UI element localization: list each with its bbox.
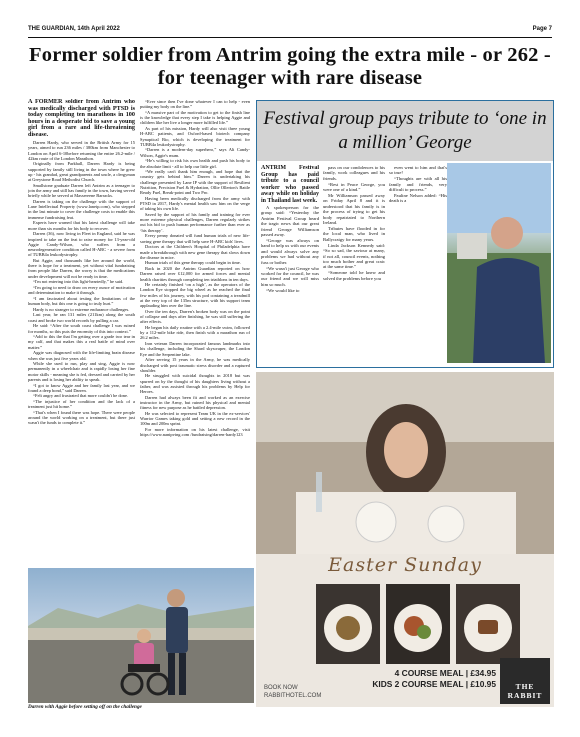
paragraph: “That's when I found there was hope. There were people around the world working on a treatment, but there just wasn't the funds to complete it.” [28, 409, 135, 426]
paragraph: pass on our condolences to his family, work colleagues and his friends. [323, 165, 385, 181]
paragraph: A spokesperson for the group said: “Yesterday the Antrim Festival Group heard the tragic news that our great friend George Williamson passed away. [261, 205, 319, 238]
tribute-headline: Festival group pays tribute to ‘one in a million’ George [257, 101, 553, 161]
article-column-2 [140, 99, 250, 554]
article-column-1 [28, 99, 135, 567]
paragraph: Back in 2020 the Antrim Guardian reported on how Darren raised over £12,000 for armed forces and mental health charities through completing ten triathlons in ten days. [140, 266, 250, 282]
george-portrait [447, 163, 551, 363]
paragraph: Saved by the support of his family and training for ever more extreme physical challenges, Darren regularly strikes out his bid to push human performance further than ever as ‘his therapy’. [140, 211, 250, 233]
paragraph: “We really can't thank him enough, and hope that the country gets behind him.” Darren is undertaking his challenge presented by Lane IP with the support of Resilient Nutrition, Precision Fuel & Hydration, Ollie Ollerton's Battle Ready Fuel, Break-point and Two Pro. [140, 169, 250, 196]
paragraph: Tributes have flooded in for the local man, who lived in Ballycraigy for many years. [323, 225, 385, 242]
paragraph: “I'm going to need to draw on every ounce of motivation and determination to make it through. [28, 284, 135, 296]
paragraph: “A massive part of the motivation to get to the finish line is the knowledge that every step I take is helping Aggie and children like her live a longer more fulfilled life.” [140, 109, 250, 126]
paragraph: Over the ten days, Darren's broken body was on the point of collapse and days after finishing, he was still suffering the after effects. [140, 308, 250, 325]
paragraph: “Ever since then I've done whatever I can to help - even putting my body on the line.” [140, 99, 250, 110]
paragraph: Darren Hardy, who served in the British Army for 15 years, aimed to run 236 miles / 380km from Manchester to London on April 6-10before returning the entire 26.2-mile / 42km route of the London Marathon. [28, 140, 135, 161]
easter-sunday-title: Easter Sunday [328, 554, 482, 576]
darren-and-aggie-photo [28, 568, 254, 703]
paragraph: “I'm not entering into this light-heartedly,” he said. [33, 279, 124, 285]
george-photo [447, 163, 551, 363]
paragraph: As part of his mission, Hardy will also visit three young H-ABC patients, and Oxford-based biotech company Synaptical Bio, which is developing the treatment for TUBB4a leukodystrophy. [140, 126, 250, 147]
masthead [28, 26, 552, 38]
paragraph: He certainly finished ‘on a high’, as the operators of the London Eye stopped the big wheel as he reached the final few miles of his journey, with his pod containing a treadmill at the very top of the 135m structure, with his support team applauding him over the line. [140, 282, 250, 309]
paragraph: “I am fascinated about testing the limitations of the human body, but this one is going to truly hurt.” [28, 295, 135, 307]
four-course-price: 4 COURSE MEAL | £34.95 [394, 668, 496, 678]
tribute-column-3 [389, 165, 447, 365]
paragraph: Last year, he ran 131 miles (211km) along the south coast and broke two world records by pulling a car. [28, 312, 135, 323]
paragraph: Darren had always been fit and worked as an exercise instructor in the Army, but ruined his physical and mental fitness for new purpose as he battled depression. [140, 394, 250, 411]
website-label: RABBITHOTEL.COM [264, 693, 322, 699]
paragraph: Every penny donated will fund human trials of new life-saving gene therapy that will help save H-ABC kids' lives. [140, 233, 250, 244]
paragraph: “We would like to [266, 287, 300, 293]
paragraph: He said: “After the south coast challenge I was ruined for months, so this puts the enormity of this into context.” [28, 323, 135, 334]
paragraph: Having been medically discharged from the army with PTSD in 2017, Hardy's mental health saw him on the verge of taking his own life. [140, 195, 250, 212]
book-now-label: BOOK NOW [264, 685, 298, 691]
paragraph: Darren (36), now living in Fleet in England, said he was inspired to take on the feat to raise money for 13-year-old Aggie Candy-Wilson, who suffers from a neurodegenerative condition called H-ABC - a severe form of TUBB4a leukodystrophy. [28, 231, 135, 258]
kids-meal-price: KIDS 2 COURSE MEAL | £10.95 [372, 679, 496, 689]
photo-caption: Darren with Aggie before setting off on the challenge [28, 704, 142, 710]
paragraph: “Add to this the that I'm getting over a grade two tear in my calf, and that makes this a real battle of mind over matter.” [28, 334, 135, 350]
paragraph: “I got to know Aggie and her family last year, and we found a deep bond,” said Darren. [28, 382, 135, 393]
paragraph: Originally from Parkhall, Darren Hardy is being supported by family still living in the town where he grew up - his grandad, great grandparents and uncle, a clergyman at Greystone Road Methodist Church. [28, 161, 135, 183]
food-photo-2 [386, 584, 450, 664]
paragraph: But Aggie, and thousands like her around the world, there is hope for a treatment, yet without vital fundraising from people like Darren, the worry is that the medications under development will not be ready in time. [28, 257, 135, 279]
paragraph: Hardy is no stranger to extreme endurance challenges. [33, 306, 130, 312]
paragraph: Aggie was diagnosed with the life-limiting brain disease when she was just five years old. [28, 350, 135, 361]
food-photo-1 [316, 584, 380, 664]
tribute-box [256, 100, 554, 368]
paragraph: While she used to run, play and sing, Aggie is now permanently in a wheelchair and is rapidly losing her fine motor skills - meaning she is fed, dressed and carried by her parents and is losing her ability to speak. [28, 361, 135, 382]
page-number: Page 7 [532, 26, 552, 32]
easter-advert [256, 372, 554, 707]
paragraph: Pauline Nelson added: “His death is a [389, 193, 447, 204]
book-now [264, 684, 321, 700]
rabbit-logo [500, 658, 550, 704]
paragraph: Mr Williamson passed away on Friday April 8 and it is understood that his family is in the process of trying to get his body repatriated to Northern Ireland. [323, 193, 385, 226]
paragraph: “Thoughts are with all his family and friends, very difficult to process.” [389, 176, 447, 193]
paragraph: “Rest in Peace George, you were one of a kind.” [323, 181, 385, 193]
paragraph: “George was always on hand to help us with our events and would always solve any problems we had without any fuss or bother. [261, 238, 319, 265]
paragraph: He was selected to represent Team UK in the ex-services' Warrior Games taking gold and setting a new record in the 100m and 200m sprint. [140, 410, 250, 427]
paragraph: Iron veteran Darren incorporated famous landmarks into his challenge, including the Shard skyscraper, the London Eye and the Serpentine lake. [140, 341, 250, 357]
tribute-column-2 [323, 165, 385, 365]
tribute-column-1 [261, 165, 319, 365]
paragraph: Linda Jackson Kennedy said: “So so sad, the saviour at many, if not all, council events, nothing too much bother and great craic at the same time.” [323, 242, 385, 270]
paragraph: “We wasn't just George who worked for the council, he was our friend and we will miss him so much. [261, 265, 319, 287]
advert-photo [256, 372, 554, 554]
paragraph: For more information on his latest challenge, visit https://www.nanipving.com /fundraising/darren-hardy123 [140, 427, 250, 438]
paragraph: “Felt angry and frustrated that more couldn't be done. [33, 393, 129, 399]
paragraph: “The injustice of her condition and the lack of a treatment just hit home.” [28, 399, 135, 410]
masthead-publication: THE GUARDIAN, 14th April 2022 [28, 26, 120, 32]
tribute-lead: ANTRIM Festival Group has paid tribute to a council worker who passed away while on holiday in Thailand last week. [261, 165, 319, 204]
paragraph: Experts have warned that his latest challenge will take more than six months for his body to recover. [28, 220, 135, 231]
paragraph: “He's willing to risk his own health and push his body to the absolute limit - all to help our little girl. [140, 158, 250, 169]
rabbit-logo-text: THE RABBIT [507, 682, 543, 700]
paragraph: Darren is taking on the challenge with the support of Lane Intellectual Property (www.laneip.com), who stepped in the last minute to cover the challenge costs to enable this immense fundraising feat. [28, 198, 135, 220]
paragraph: “Someone told he knew and solved the problems before you [323, 270, 385, 281]
paragraph: He struggled with suicidal thoughts in 2018 but was spurred on by the thought of his daughters living without a father, and was assisted through his problems by Help for Heroes. [140, 373, 250, 395]
main-headline: Former soldier from Antrim going the extra mile - or 262 - for teenager with rare disease [29, 44, 551, 89]
paragraph: “Darren is a modern-day superhero,” says Ali Candy-Wilson, Aggie's mum. [140, 147, 250, 158]
paragraph: even went to him and that's so true! [389, 165, 447, 176]
paragraph: After serving 15 years in the Army, he was medically discharged with post traumatic stress disorder and a ruptured shoulder. [140, 357, 250, 373]
paragraph: Doctors at the Children's Hospital of Philadelphia have made a breakthrough with new gene therapy that slows down the disease in mice. [140, 244, 250, 260]
article-lead: A FORMER soldier from Antrim who was medically discharged with PTSD is today completing ten marathons in 100 hours in a desperate bid to save a young girl from a rare and life-threatening disease. [28, 99, 135, 138]
paragraph: He began his daily routine with a 2.4-mile swim, followed by a 112-mile bike ride, then finish with a marathon run of 26.2 miles. [140, 324, 250, 341]
family-dinner-photo [256, 372, 554, 554]
paragraph: Human trials of this gene therapy could begin in time. [145, 260, 241, 266]
meal-prices [372, 668, 496, 690]
food-photo-3 [456, 584, 520, 664]
article-photo [28, 568, 254, 703]
paragraph: Smallstone graduate Darren left Antrim as a teenager to join the army and still has family in the town, having served briefly while he served at Massereene Barracks. [28, 182, 135, 199]
